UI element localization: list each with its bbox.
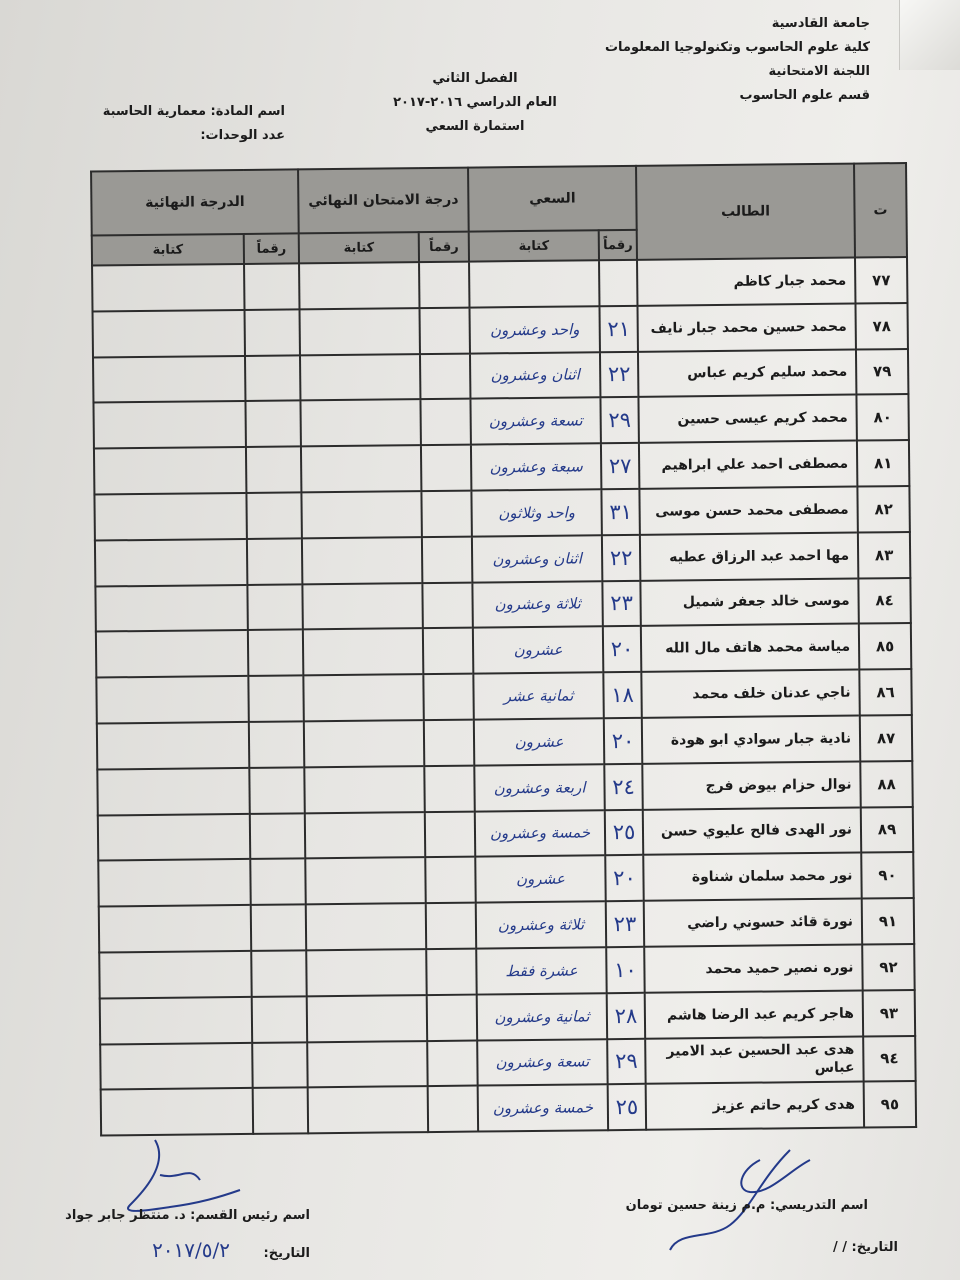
student-name: مياسة محمد هاتف مال الله xyxy=(641,624,859,672)
effort-score-words: تسعة وعشرون xyxy=(477,1039,607,1086)
row-number: ٨٧ xyxy=(860,715,912,761)
exam-words-cell xyxy=(301,491,421,538)
final-words-cell xyxy=(93,310,245,357)
exam-digits-cell xyxy=(422,582,472,628)
head-signature xyxy=(60,1135,260,1255)
effort-score-words: ثلاثة وعشرون xyxy=(476,901,606,948)
effort-score-digits: ٣١ xyxy=(601,489,639,535)
effort-score-digits: ٢٠ xyxy=(605,855,643,901)
student-name: نوال حزام بيوض فرج xyxy=(642,761,860,809)
instructor-line: اسم التدريسي: م.م زينة حسين تومان xyxy=(625,1198,868,1213)
row-number: ٨٢ xyxy=(857,486,909,532)
effort-score-words: عشرون xyxy=(475,856,605,903)
effort-score-words: اثنان وعشرون xyxy=(470,352,600,399)
final-words-cell xyxy=(96,630,248,677)
final-digits-cell xyxy=(248,630,303,676)
exam-words-cell xyxy=(300,354,420,401)
academic-year: العام الدراسي ٢٠١٦-٢٠١٧ xyxy=(393,95,557,110)
exam-words-cell xyxy=(300,399,420,446)
final-digits-cell xyxy=(245,355,300,401)
exam-digits-cell xyxy=(419,262,469,308)
effort-score-words: ثمانية وعشرون xyxy=(477,993,607,1040)
table-row xyxy=(101,1081,916,1135)
row-number: ٨٥ xyxy=(859,623,911,669)
effort-score-words: تسعة وعشرون xyxy=(470,398,600,445)
student-header: الطالب xyxy=(636,164,855,260)
row-number: ٨١ xyxy=(857,440,909,486)
committee-name: اللجنة الامتحانية xyxy=(768,64,870,79)
exam-words-cell xyxy=(308,1086,428,1133)
exam-digits-cell xyxy=(423,628,473,674)
effort-header: السعي xyxy=(468,166,637,232)
effort-score-digits: ٢٢ xyxy=(602,535,640,581)
exam-digits-cell xyxy=(425,811,475,857)
final-words-cell xyxy=(94,493,246,540)
row-number: ٨٩ xyxy=(861,807,913,853)
effort-score-words: ثلاثة وعشرون xyxy=(472,581,602,628)
effort-score-digits: ٢٢ xyxy=(600,351,638,397)
exam-digits-cell xyxy=(421,491,471,537)
final-words-cell xyxy=(99,951,251,998)
row-number: ٩٣ xyxy=(863,990,915,1036)
effort-score-words xyxy=(469,260,599,307)
final-words-cell xyxy=(94,447,246,494)
final-words-cell xyxy=(93,401,245,448)
effort-score-words: ثمانية عشر xyxy=(473,672,603,719)
exam-digits-cell xyxy=(426,949,476,995)
student-name: هدى عبد الحسين عبد الامير عباس xyxy=(645,1036,863,1084)
final-digits-cell xyxy=(246,447,301,493)
student-name: مصطفى احمد علي ابراهيم xyxy=(639,441,857,489)
student-name: محمد كريم عيسى حسين xyxy=(638,395,856,443)
student-name: محمد جبار كاظم xyxy=(637,258,855,306)
row-number: ٨٣ xyxy=(858,532,910,578)
effort-digits-header: رقماً xyxy=(599,230,637,260)
exam-digits-cell xyxy=(428,1086,478,1132)
student-name: ناجي عدنان خلف محمد xyxy=(641,670,859,718)
exam-words-cell xyxy=(304,766,424,813)
student-name: هاجر كريم عبد الرضا هاشم xyxy=(645,990,863,1038)
row-number: ٩٥ xyxy=(864,1081,916,1127)
effort-score-digits: ٢١ xyxy=(600,306,638,352)
exam-digits-cell xyxy=(424,765,474,811)
student-name: هدى كريم حاتم عزيز xyxy=(646,1082,864,1130)
instructor-date: التاريخ: / / xyxy=(832,1240,898,1255)
final-words-cell xyxy=(96,676,248,723)
index-header: ت xyxy=(854,163,907,258)
semester-label: الفصل الثاني xyxy=(432,71,518,86)
exam-digits-cell xyxy=(420,399,470,445)
final-words-cell xyxy=(99,905,251,952)
row-number: ٩٠ xyxy=(861,852,913,898)
grades-table xyxy=(90,162,917,1137)
final-digits-cell xyxy=(252,1042,307,1088)
effort-score-digits: ٢٩ xyxy=(607,1038,645,1084)
final-digits-cell xyxy=(249,767,304,813)
row-number: ٩٢ xyxy=(862,944,914,990)
page-fold xyxy=(899,0,960,70)
student-name: موسى خالد جعفر شميل xyxy=(640,578,858,626)
final-words-cell xyxy=(93,356,245,403)
final-digits-cell xyxy=(251,950,306,996)
exam-digits-cell xyxy=(424,720,474,766)
exam-digits-cell xyxy=(427,994,477,1040)
final-grade-header: الدرجة النهائية xyxy=(91,169,299,235)
final-exam-header: درجة الامتحان النهائي xyxy=(298,168,469,234)
effort-score-words: واحد وعشرون xyxy=(470,306,600,353)
final-words-cell xyxy=(95,539,247,586)
row-number: ٧٨ xyxy=(856,303,908,349)
final-words-cell xyxy=(97,722,249,769)
student-name: مصطفى محمد حسن موسى xyxy=(639,487,857,535)
exam-words-cell xyxy=(302,537,422,584)
exam-words-cell xyxy=(307,1041,427,1088)
final-words-cell xyxy=(98,859,250,906)
student-name: نوره نصير حميد محمد xyxy=(644,944,862,992)
exam-words-cell xyxy=(306,903,426,950)
effort-score-words: واحد وثلاثون xyxy=(471,489,601,536)
student-name: محمد حسين محمد جبار نايف xyxy=(638,303,856,351)
final-digits-cell xyxy=(247,538,302,584)
student-name: محمد سليم كريم عباس xyxy=(638,349,856,397)
effort-score-words: خمسة وعشرون xyxy=(478,1085,608,1132)
effort-score-words: اربعة وعشرون xyxy=(474,764,604,811)
final-digits-cell xyxy=(247,584,302,630)
exam-digits-cell xyxy=(420,307,470,353)
exam-words-cell xyxy=(299,262,419,309)
institution-header xyxy=(605,12,870,108)
row-number: ٧٩ xyxy=(856,349,908,395)
exam-digits-cell xyxy=(427,1040,477,1086)
student-name: نور محمد سلمان شناوة xyxy=(643,853,861,901)
university-name: جامعة القادسية xyxy=(771,16,870,31)
row-number: ٧٧ xyxy=(855,257,907,303)
final-words-cell xyxy=(92,264,244,311)
effort-score-words: عشرون xyxy=(474,718,604,765)
form-title: استمارة السعي xyxy=(425,119,525,134)
effort-score-digits: ٢٣ xyxy=(606,901,644,947)
effort-score-digits: ٢٤ xyxy=(604,764,642,810)
effort-score-words: خمسة وعشرون xyxy=(475,810,605,857)
final-words-cell xyxy=(98,813,250,860)
effort-score-digits: ٢٣ xyxy=(602,580,640,626)
row-number: ٨٨ xyxy=(860,761,912,807)
effort-score-digits: ٢٧ xyxy=(601,443,639,489)
final-words-header: كتابة xyxy=(92,234,244,266)
subject-name: اسم المادة: معمارية الحاسبة xyxy=(102,104,285,119)
effort-score-words: سبعة وعشرون xyxy=(471,443,601,490)
row-number: ٩١ xyxy=(862,898,914,944)
exam-words-cell xyxy=(307,995,427,1042)
effort-score-words: اثنان وعشرون xyxy=(472,535,602,582)
exam-digits-cell xyxy=(422,536,472,582)
final-digits-cell xyxy=(244,263,299,309)
final-words-cell xyxy=(97,768,249,815)
final-digits-cell xyxy=(251,904,306,950)
effort-score-digits: ١٠ xyxy=(606,947,644,993)
exam-words-cell xyxy=(303,674,423,721)
final-words-cell xyxy=(101,1088,253,1135)
final-digits-cell xyxy=(252,996,307,1042)
final-digits-cell xyxy=(246,492,301,538)
effort-score-words: عشرون xyxy=(473,627,603,674)
exam-digits-header: رقماً xyxy=(419,232,469,263)
exam-digits-cell xyxy=(423,674,473,720)
final-digits-cell xyxy=(245,309,300,355)
effort-words-header: كتابة xyxy=(469,230,599,261)
final-words-cell xyxy=(100,1042,252,1089)
head-date-label: التاريخ: xyxy=(263,1246,310,1261)
exam-words-cell xyxy=(305,857,425,904)
student-name: نورة قائد حسوني راضي xyxy=(644,899,862,947)
exam-words-cell xyxy=(306,949,426,996)
row-number: ٨٠ xyxy=(856,394,908,440)
final-digits-cell xyxy=(250,813,305,859)
units-label: عدد الوحدات: xyxy=(200,128,285,143)
row-number: ٨٦ xyxy=(859,669,911,715)
head-date-value: ٢٠١٧/٥/٢ xyxy=(152,1238,230,1262)
exam-words-header: كتابة xyxy=(299,232,419,263)
effort-score-digits: ٢٨ xyxy=(607,993,645,1039)
exam-words-cell xyxy=(305,812,425,859)
final-digits-cell xyxy=(253,1088,308,1134)
effort-score-digits: ٢٠ xyxy=(604,718,642,764)
exam-digits-cell xyxy=(426,903,476,949)
head-line: اسم رئيس القسم: د. منتظر جابر جواد xyxy=(65,1208,310,1223)
effort-score-digits: ٢٥ xyxy=(608,1084,646,1130)
final-digits-cell xyxy=(248,676,303,722)
effort-score-digits: ٢٩ xyxy=(600,397,638,443)
final-words-cell xyxy=(95,585,247,632)
final-digits-cell xyxy=(249,721,304,767)
form-title-block xyxy=(390,68,560,140)
student-name: مها احمد عبد الرزاق عطيه xyxy=(640,532,858,580)
final-digits-header: رقماً xyxy=(244,233,299,264)
row-number: ٨٤ xyxy=(858,578,910,624)
exam-words-cell xyxy=(303,628,423,675)
effort-score-words: عشرة فقط xyxy=(476,947,606,994)
effort-score-digits: ٢٥ xyxy=(605,809,643,855)
student-name: نور الهدى فالح عليوي حسن xyxy=(643,807,861,855)
effort-score-digits xyxy=(599,260,637,306)
subject-block xyxy=(103,96,285,144)
final-digits-cell xyxy=(245,401,300,447)
college-name: كلية علوم الحاسوب وتكنولوجيا المعلومات xyxy=(604,40,870,55)
exam-digits-cell xyxy=(420,353,470,399)
final-digits-cell xyxy=(250,859,305,905)
final-words-cell xyxy=(100,997,252,1044)
exam-words-cell xyxy=(301,445,421,492)
exam-digits-cell xyxy=(421,445,471,491)
student-name: نادية جبار سوادي ابو هودة xyxy=(642,715,860,763)
department-name: قسم علوم الحاسوب xyxy=(739,88,870,103)
exam-words-cell xyxy=(300,308,420,355)
effort-score-digits: ١٨ xyxy=(603,672,641,718)
row-number: ٩٤ xyxy=(863,1036,915,1082)
effort-score-digits: ٢٠ xyxy=(603,626,641,672)
exam-words-cell xyxy=(304,720,424,767)
exam-words-cell xyxy=(302,583,422,630)
exam-digits-cell xyxy=(425,857,475,903)
